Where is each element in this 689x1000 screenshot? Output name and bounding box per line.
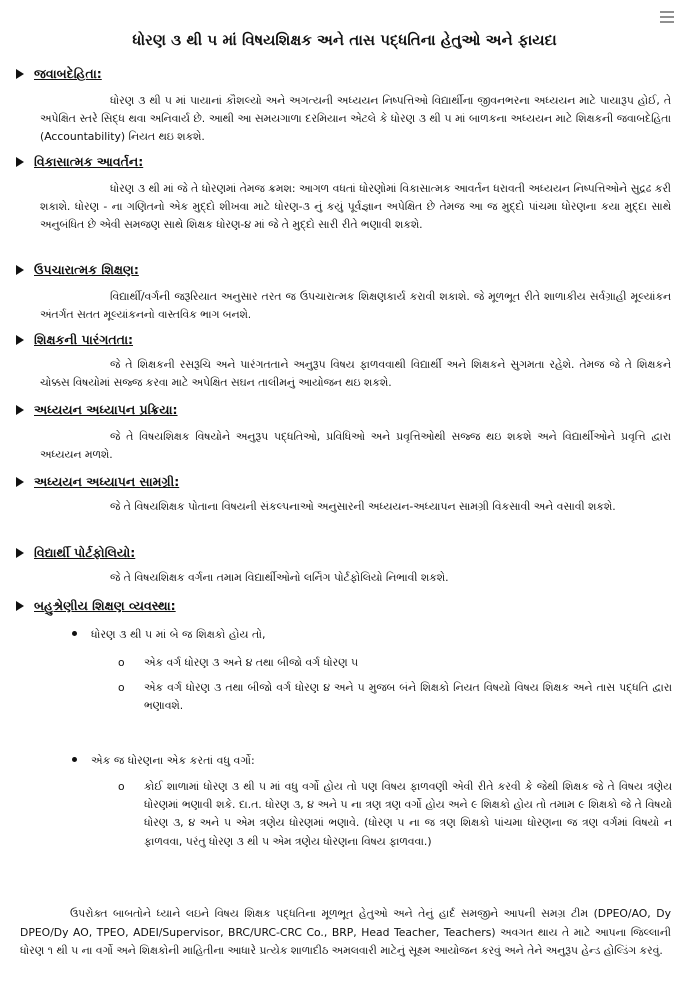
section-heading-developmental: વિકાસાત્મક આવર્તન: [16, 154, 143, 170]
arrow-bullet-icon [16, 265, 24, 275]
section-body-material: જે તે વિષયશિક્ષક પોતાના વિષયની સંકલ્પનાઓ અનુસારની અધ્યયન-અધ્યાપન સામગ્રી વિકસાવી અને વસાવી શકશે. [110, 500, 616, 513]
section-heading-remedial: ઉપચારાત્મક શિક્ષણ: [16, 262, 139, 278]
section-heading-accountability: જવાબદેહિતા: [16, 66, 102, 82]
multigrade-bullet-multiple-classes: એક જ ધોરણના એક કરતાં વધુ વર્ગો: [72, 752, 672, 770]
section-body-teaching-process: જે તે વિષયશિક્ષક વિષયોને અનુરૂપ પદ્ધતિઓ, પ્રવિધિઓ અને પ્રવૃત્તિઓથી સજ્જ થઇ શકશે અને વિદ્યાર્થીઓને પ્રવૃત્તિ દ્વારા અધ્યયન મળશે. [40, 430, 671, 462]
page-title: ધોરણ ૩ થી ૫ માં વિષયશિક્ષક અને તાસ પદ્ધતિના હેતુઓ અને ફાયદા [132, 31, 557, 49]
bullet-dot-icon [72, 631, 77, 636]
section-heading-teaching-process: અધ્યયન અધ્યાપન પ્રક્રિયા: [16, 402, 178, 418]
sub-bullet-marker: o [118, 656, 125, 669]
multigrade-subitem-2: o એક વર્ગ ધોરણ ૩ તથા બીજો વર્ગ ધોરણ ૪ અને ૫ મુજબ બંને શિક્ષકો નિયત વિષયો વિષય શિક્ષક અને તાસ પદ્ધતિ દ્વારા ભણાવશે. [118, 681, 672, 713]
bullet-dot-icon [72, 757, 77, 762]
multigrade-subitem-1: o એક વર્ગ ધોરણ ૩ અને ૪ તથા બીજો વર્ગ ધોરણ ૫ [118, 654, 672, 672]
section-body-accountability: ધોરણ ૩ થી ૫ માં પાયાનાં કૌશલ્યો અને અગત્યની અધ્યયન નિષ્પત્તિઓ વિદ્યાર્થીના જીવનભરના અધ્યયન માટે પાયારૂપ હોઈ, તે અપેક્ષિત સ્તરે સિદ્ધ થવા અનિવાર્ય છે. આથી આ સમયગાળા દરમિયાન એટલે કે ધોરણ ૩ થી ૫ માં બાળકના અધ્યયન માટે શિક્ષકની જવાબદેહિતા (Accountability) નિયત થઇ શકશે. [40, 94, 671, 144]
sub-bullet-marker: o [118, 780, 125, 793]
closing-paragraph: ઉપરોક્ત બાબતોને ધ્યાને લઇને વિષય શિક્ષક પદ્ધતિના મૂળભૂત હેતુઓ અને તેનું હાર્દ સમજીને આપની સમગ્ર ટીમ (DPEO/AO, Dy DPEO/Dy AO, TPEO, ADEI/Supervisor, BRC/URC-CRC Co., BRP, Head Teacher, Teachers) અવગત થાય તે માટે આપના જિલ્લાની ધોરણ ૧ થી ૫ ના વર્ગો અને શિક્ષકોની માહિતીના આધારે પ્રત્યેક શાળાદીઠ અમલવારી માટેનું સૂક્ષ્મ આયોજન કરવું અને તેને અનુરૂપ હેન્ડ હોલ્ડિંગ કરવું. [20, 907, 671, 957]
arrow-bullet-icon [16, 335, 24, 345]
arrow-bullet-icon [16, 548, 24, 558]
multigrade-bullet-two-teachers: ધોરણ ૩ થી ૫ માં બે જ શિક્ષકો હોય તો, [72, 626, 672, 644]
section-body-developmental: ધોરણ ૩ થી માં જે તે ધોરણમાં તેમજ ક્રમશ: આગળ વધતાં ધોરણોમાં વિકાસાત્મક આવર્તન ધરાવતી અધ્યયન નિષ્પત્તિઓને સુદ્રઢ કરી શકાશે. ધોરણ - ના ગણિતનો એક મુદ્દો શીખવા માટે ધોરણ-૩ નું કયું પૂર્વજ્ઞાન અપેક્ષિત છે તેમજ આ જ મુદ્દો પાંચમા ધોરણના કયા મુદ્દા સાથે અનુબંધિત છે એવી સમજણ સાથે શિક્ષક ધોરણ-૪ માં જે તે મુદ્દો સારી રીતે ભણાવી શકશે. [40, 182, 671, 232]
arrow-bullet-icon [16, 69, 24, 79]
section-heading-portfolio: વિદ્યાર્થી પોર્ટફોલિયો: [16, 545, 135, 561]
section-body-remedial: વિદ્યાર્થી/વર્ગની જરૂરિયાત અનુસાર તરત જ ઉપચારાત્મક શિક્ષણકાર્ય કરાવી શકાશે. જે મૂળભૂત રીતે શાળાકીય સર્વગ્રાહી મૂલ્યાંકન અંતર્ગત સતત મૂલ્યાંકનનો વાસ્તવિક ભાગ બનશે. [40, 290, 671, 322]
section-body-portfolio: જે તે વિષયશિક્ષક વર્ગના તમામ વિદ્યાર્થીઓનો લર્નિંગ પોર્ટફોલિયો નિભાવી શકશે. [110, 571, 449, 584]
arrow-bullet-icon [16, 477, 24, 487]
section-heading-multigrade: બહુશ્રેણીય શિક્ષણ વ્યવસ્થા: [16, 598, 176, 614]
arrow-bullet-icon [16, 405, 24, 415]
corner-mark-icon [659, 10, 675, 24]
sub-bullet-marker: o [118, 681, 125, 694]
section-heading-expertise: શિક્ષકની પારંગતતા: [16, 332, 133, 348]
section-body-expertise: જે તે શિક્ષકની રસરૂચિ અને પારંગતતાને અનુરૂપ વિષય ફાળવવાથી વિદ્યાર્થી અને શિક્ષકને સુગમતા રહેશે. તેમજ જે તે શિક્ષકને ચોક્કસ વિષયોમાં સજ્જ કરવા માટે અપેક્ષિત સઘન તાલીમનું આયોજન થઇ શકશે. [40, 358, 671, 390]
section-heading-material: અધ્યયન અધ્યાપન સામગ્રી: [16, 474, 179, 490]
multigrade-subitem-3: o કોઈ શાળામાં ધોરણ ૩ થી ૫ માં વધુ વર્ગો હોય તો પણ વિષય ફાળવણી એવી રીતે કરવી કે જેથી શિક્ષક જે તે વિષય ત્રણેય ધોરણમાં ભણાવી શકે. દા.ત. ધોરણ ૩, ૪ અને ૫ ના ત્રણ ત્રણ વર્ગો હોય અને ૯ શિક્ષકો હોય તો તમામ ૯ શિક્ષકો જે તે વિષયો ધોરણ ૩, ૪ અને ૫ એમ ત્રણેય ધોરણમાં ભણાવે. (ધોરણ ૫ ના જ ત્રણ શિક્ષકો પાંચમા ધોરણના જ ત્રણ વર્ગમાં વિષયો ન ફાળવવા, પરંતુ ધોરણ ૩ થી ૫ એમ ત્રણેય ધોરણના વિષય ફાળવવા.) [118, 780, 672, 848]
arrow-bullet-icon [16, 157, 24, 167]
arrow-bullet-icon [16, 601, 24, 611]
